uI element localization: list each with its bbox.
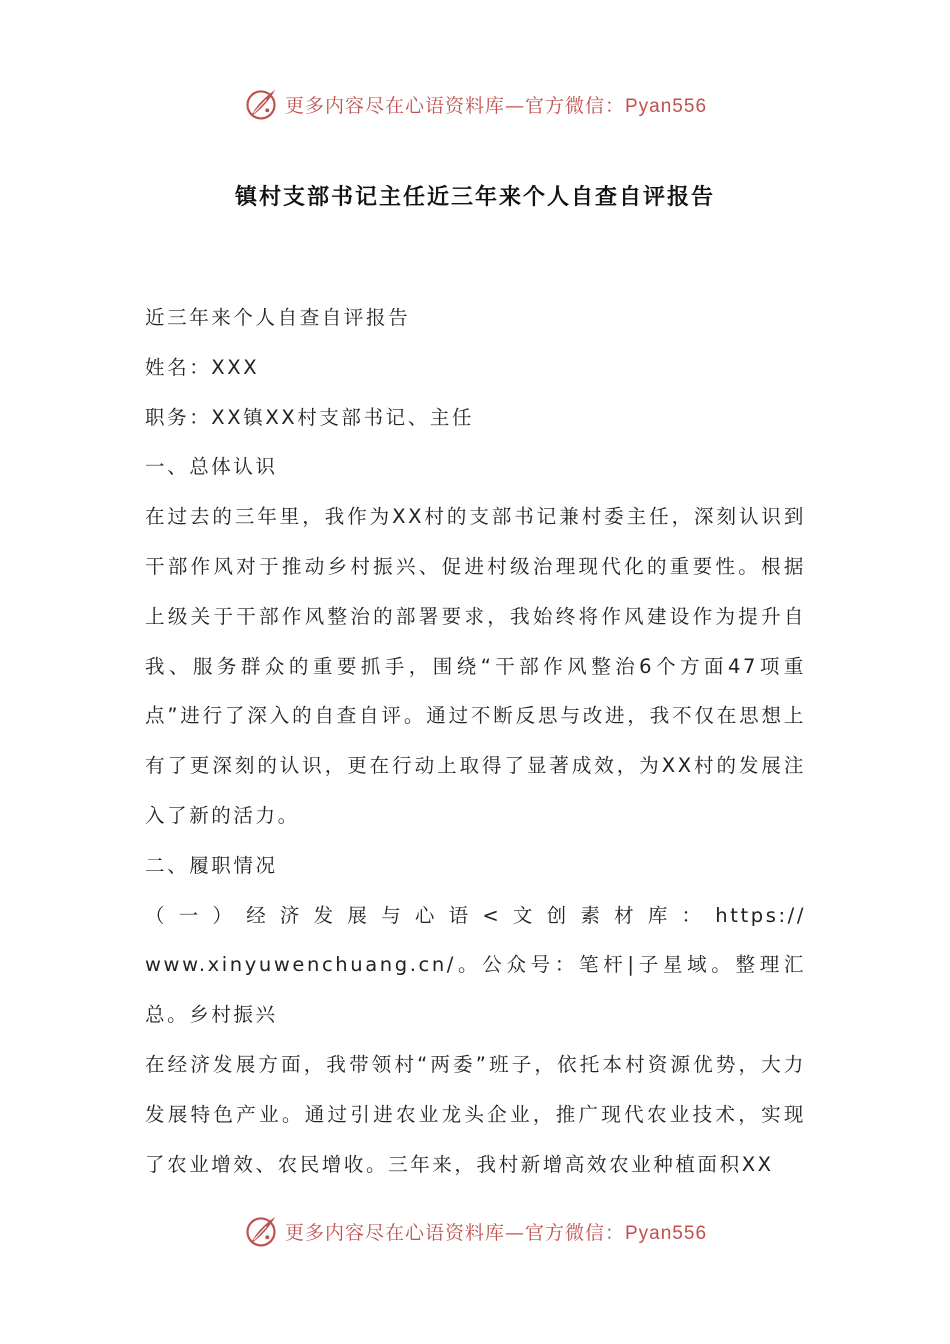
section-paragraph-overall: 在过去的三年里，我作为XX村的支部书记兼村委主任，深刻认识到干部作风对于推动乡村振兴、促进村级治理现代化的重要性。根据上级关于干部作风整治的部署要求，我始终将作风建设作为提升自我、服务群众的重要抓手，围绕“干部作风整治6个方面47项重点”进行了深入的自查自评。通过不断反思与改进，我不仅在思想上有了更深刻的认识，更在行动上取得了显著成效，为XX村的发展注入了新的活力。 <box>145 505 806 827</box>
quill-pen-icon <box>243 86 279 122</box>
document-body <box>145 293 806 1189</box>
position-line: 职务：XX镇XX村支部书记、主任 <box>145 405 475 429</box>
subsection-paragraph-economy: 在经济发展方面，我带领村“两委”班子，依托本村资源优势，大力发展特色产业。通过引进农业龙头企业，推广现代农业技术，实现了农业增效、农民增收。三年来，我村新增高效农业种植面积XX <box>145 1052 806 1176</box>
watermark-text: 更多内容尽在心语资料库—官方微信：Pyan556 <box>284 94 708 117</box>
document-title: 镇村支部书记主任近三年来个人自查自评报告 <box>234 185 715 210</box>
section-heading-overall: 一、总体认识 <box>145 455 278 479</box>
name-line: 姓名：XXX <box>145 355 260 379</box>
watermark-banner-bottom <box>0 1207 950 1255</box>
report-subtitle: 近三年来个人自查自评报告 <box>145 306 411 329</box>
section-heading-duties: 二、履职情况 <box>145 853 278 877</box>
watermark-banner-top <box>0 80 950 128</box>
quill-pen-icon <box>243 1213 279 1249</box>
subsection-heading-line-1: （一）经济发展与心语<文创素材库：https:// <box>145 903 806 927</box>
subsection-heading-line-2: www.xinyuwenchuang.cn/。公众号：笔杆|子星域。整理汇总。乡村振兴 <box>145 953 806 1027</box>
watermark-text: 更多内容尽在心语资料库—官方微信：Pyan556 <box>284 1221 708 1244</box>
